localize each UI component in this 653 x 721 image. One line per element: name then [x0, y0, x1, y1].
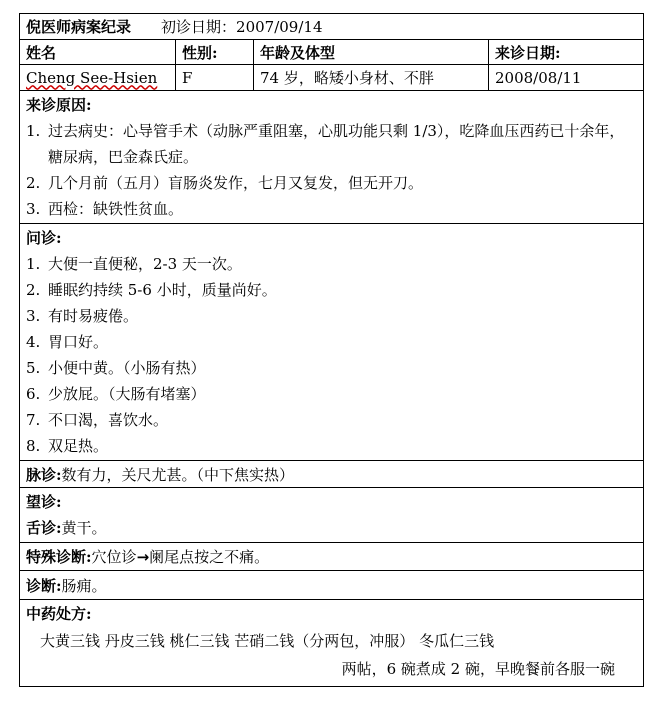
inquiry-cell	[20, 224, 644, 461]
inquiry-list	[26, 251, 637, 459]
list-item	[26, 196, 637, 222]
list-item-number: 3.	[26, 307, 41, 325]
reason-list	[26, 118, 637, 222]
pulse-cell	[20, 461, 644, 488]
medical-record-table	[19, 13, 644, 687]
list-item	[26, 355, 637, 381]
tongue-line	[26, 515, 637, 541]
patient-header-row	[20, 40, 644, 65]
prescription-herbs: 大黄三钱 丹皮三钱 桃仁三钱 芒硝二钱（分两包，冲服） 冬瓜仁三钱	[40, 632, 495, 650]
pulse-text: 数有力，关尺尤甚。（中下焦实热）	[61, 465, 295, 484]
visit-date-value: 2008/08/11	[489, 65, 644, 91]
special-text-after: 阑尾点按之不痛。	[149, 548, 270, 566]
visit-date-header: 来诊日期:	[489, 40, 644, 65]
list-item-text: 西检：缺铁性贫血。	[48, 200, 184, 218]
list-item-number: 6.	[26, 385, 41, 403]
special-row	[20, 543, 644, 571]
prescription-instructions: 两帖，6 碗煮成 2 碗，早晚餐前各服一碗	[341, 660, 615, 678]
name-header: 姓名	[20, 40, 176, 65]
list-item-number: 1.	[26, 255, 41, 273]
list-item-text: 胃口好。	[48, 333, 109, 351]
list-item-text: 几个月前（五月）盲肠炎发作，七月又复发，但无开刀。	[48, 174, 424, 192]
list-item	[26, 407, 637, 433]
pulse-row	[20, 461, 644, 488]
gender-value: F	[176, 65, 254, 91]
list-item	[26, 277, 637, 303]
diagnosis-row	[20, 571, 644, 600]
list-item-number: 7.	[26, 411, 41, 429]
list-item	[26, 251, 637, 277]
patient-name: Cheng See-Hsien	[26, 68, 158, 87]
reason-heading: 来诊原因:	[26, 96, 92, 114]
prescription-cell	[20, 600, 644, 687]
prescription-row	[20, 600, 644, 687]
header-row	[20, 14, 644, 40]
reason-row	[20, 91, 644, 224]
list-item-number: 4.	[26, 333, 41, 351]
list-item-text: 双足热。	[48, 437, 109, 455]
age-header: 年龄及体型	[254, 40, 489, 65]
age-value: 74 岁，略矮小身材、不胖	[254, 65, 489, 91]
observation-tongue-cell	[20, 488, 644, 543]
list-item-text: 大便一直便秘，2-3 天一次。	[48, 255, 242, 273]
first-visit-label: 初诊日期：	[161, 18, 237, 36]
diagnosis-label: 诊断:	[26, 576, 62, 595]
list-item-text: 不口渴，喜饮水。	[48, 411, 169, 429]
record-title: 倪医师病案纪录	[26, 18, 132, 36]
list-item	[26, 329, 637, 355]
right-arrow-icon: →	[136, 548, 150, 566]
list-item	[26, 303, 637, 329]
list-item-number: 1.	[26, 122, 41, 140]
list-item-text: 少放屁。（大肠有堵塞）	[48, 385, 206, 403]
header-cell	[20, 14, 644, 40]
diagnosis-text: 肠痈。	[61, 576, 107, 595]
first-visit-date: 2007/09/14	[236, 18, 323, 36]
list-item	[26, 118, 637, 170]
inquiry-heading: 问诊:	[26, 229, 62, 247]
pulse-label: 脉诊:	[26, 465, 62, 484]
list-item-text: 过去病史：心导管手术（动脉严重阻塞，心肌功能只剩 1/3），吃降血压西药已十余年，糖尿病，巴金森氏症。	[48, 122, 625, 166]
name-cell	[20, 65, 176, 91]
list-item-number: 3.	[26, 200, 41, 218]
list-item-number: 8.	[26, 437, 41, 455]
prescription-heading: 中药处方:	[26, 605, 92, 623]
list-item	[26, 170, 637, 196]
list-item	[26, 433, 637, 459]
tongue-label: 舌诊:	[26, 519, 62, 537]
list-item-number: 2.	[26, 174, 41, 192]
gender-header: 性别:	[176, 40, 254, 65]
observation-label: 望诊:	[26, 493, 62, 511]
list-item	[26, 381, 637, 407]
diagnosis-cell	[20, 571, 644, 600]
list-item-text: 睡眠约持续 5-6 小时，质量尚好。	[48, 281, 277, 299]
list-item-text: 有时易疲倦。	[48, 307, 139, 325]
special-label: 特殊诊断:	[26, 548, 92, 566]
inquiry-row	[20, 224, 644, 461]
list-item-number: 5.	[26, 359, 41, 377]
special-text-before: 穴位诊	[91, 548, 137, 566]
list-item-number: 2.	[26, 281, 41, 299]
reason-cell	[20, 91, 644, 224]
observation-tongue-row	[20, 488, 644, 543]
patient-value-row	[20, 65, 644, 91]
special-cell	[20, 543, 644, 571]
list-item-text: 小便中黄。（小肠有热）	[48, 359, 206, 377]
tongue-text: 黄干。	[61, 519, 107, 537]
